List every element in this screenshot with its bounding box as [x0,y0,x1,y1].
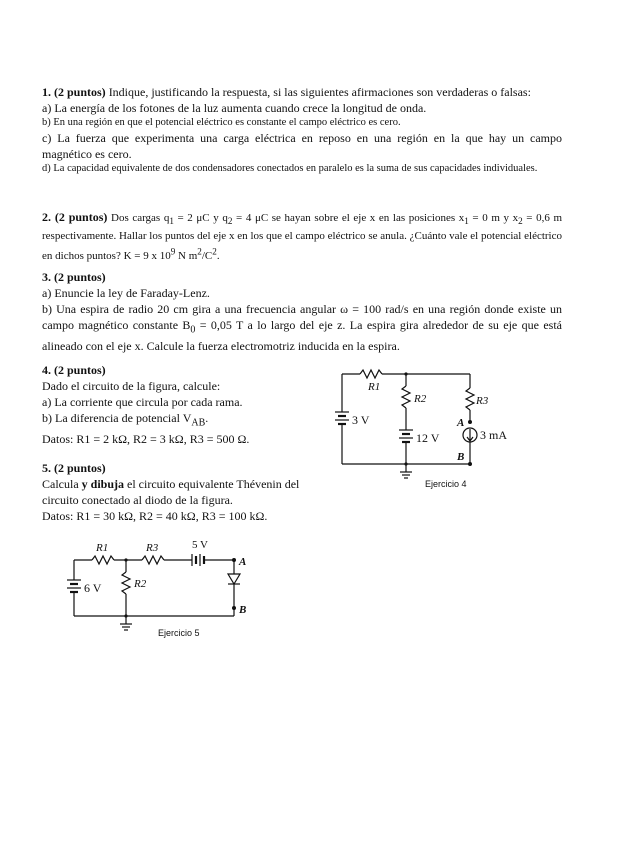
label-node-a: A [457,417,465,429]
resistor-r2 [402,386,410,408]
resistor-r1 [92,556,114,564]
question-4 [42,362,302,447]
label-r1: R1 [96,542,109,554]
resistor-r1 [360,370,382,378]
node-a-dot [468,420,472,424]
q2-text: Dos cargas $q_1 = 2$ μC y $q_2 = 4$ μC se hayan sobre el eje x en las posiciones $x_1 = 0$ m y $x_2 = 0,6$ m respectivamente. Hallar los puntos del eje x en los que el campo eléctrico se anula. ¿Cuánto vale el potencial eléctrico en dichos puntos? K = 9 x $10^9$ N $m^2/C^2$. [42,212,563,262]
label-5v: 5 V [192,539,208,551]
q4-header: 4. (2 puntos) [42,363,106,377]
q3-item-a: a) Enuncie la ley de Faraday-Lenz. [42,286,210,300]
q1-item-b: b) En una región en que el potencial eléctrico es constante el campo eléctrico es cero. [42,117,401,128]
diode [228,574,240,584]
node-b-dot [232,606,236,610]
label-r2: R2 [414,393,427,405]
q1-header: 1. (2 puntos) [42,85,106,99]
q1-item-d: d) La capacidad equivalente de dos condensadores conectados en paralelo es la suma de sus capacidades individuales. [42,163,538,174]
label-node-b: B [239,604,247,616]
resistor-r3 [466,388,474,410]
q1-item-c: c) La fuerza que experimenta una carga eléctrica en reposo en una región en la que hay un campo magnético es cero. [42,131,562,161]
q5-datos: Datos: R1 = 30 kΩ, R2 = 40 kΩ, R3 = 100 kΩ. [42,509,268,523]
label-3ma: 3 mA [480,428,507,442]
resistor-r3 [142,556,164,564]
label-r3: R3 [146,542,159,554]
label-12v: 12 V [416,431,440,445]
question-1 [42,84,562,176]
circuit-figure-4 [330,360,507,495]
question-5 [42,460,322,524]
q2-header: 2. (2 puntos) [42,210,108,224]
circuit-figure-5 [62,540,262,645]
q3-item-b: b) Una espira de radio 20 cm gira a una frecuencia angular ω = 100 rad/s en una región donde existe un campo magnético constante $B_0 = 0,05$ T a lo largo del eje z. La espira gira alrededor de su eje que está alineado con el eje x. Calcule la fuerza electromotriz inducida en la espira. [42,302,562,354]
label-6v: 6 V [84,581,102,595]
label-r1: R1 [368,381,381,393]
question-2 [42,210,562,264]
label-node-a: A [239,556,247,568]
caption-fig4: Ejercicio 4 [425,479,467,489]
q5-header: 5. (2 puntos) [42,461,106,475]
q4-datos: Datos: R1 = 2 kΩ, R2 = 3 kΩ, R3 = 500 Ω. [42,432,250,447]
label-r3: R3 [476,395,489,407]
q1-item-a: a) La energía de los fotones de la luz aumenta cuando crece la longitud de onda. [42,101,427,115]
label-3v: 3 V [352,413,370,427]
q4-prompt: Dado el circuito de la figura, calcule: [42,379,221,393]
q1-prompt: Indique, justificando la respuesta, si las siguientes afirmaciones son verdaderas o falsas: [108,85,531,99]
caption-fig5: Ejercicio 5 [158,628,200,638]
label-node-b: B [457,451,465,463]
q4-item-a: a) La corriente que circula por cada rama. [42,395,243,409]
q5-prompt: Calcula y dibuja el circuito equivalente Thévenin del circuito conectado al diodo de la figura. [42,477,300,507]
q3-header: 3. (2 puntos) [42,270,106,284]
resistor-r2 [122,572,130,594]
q4-item-b: b) La diferencia de potencial $V_{AB}$. [42,411,209,429]
question-3 [42,269,562,354]
node-b-dot [468,462,472,466]
node-a-dot [232,558,236,562]
label-r2: R2 [134,578,147,590]
